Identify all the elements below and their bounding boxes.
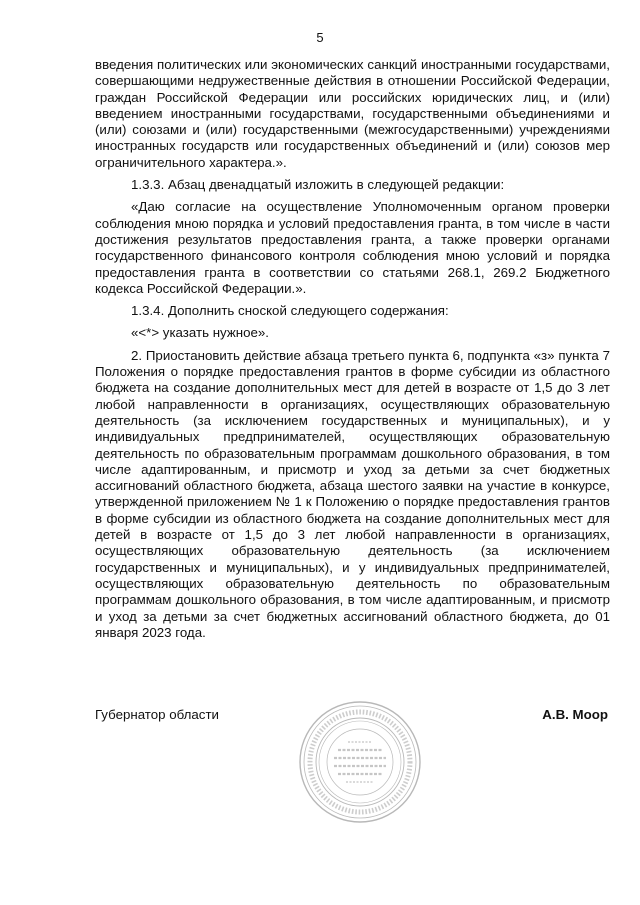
paragraph-1-3-4: 1.3.4. Дополнить сноской следующего содержания: bbox=[131, 303, 449, 319]
paragraph-consent-quote: «Даю согласие на осуществление Уполномоченным органом проверки соблюдения мною порядка и условий предоставления гранта, в том числе в части достижения результатов предоставления гранта, а также проверки органами государственного финансового контроля соблюдения мною условий и порядка предоставления гранта в соответствии со статьями 268.1, 269.2 Бюджетного кодекса Российской Федерации.». bbox=[95, 199, 610, 296]
paragraph-1-3-3: 1.3.3. Абзац двенадцатый изложить в следующей редакции: bbox=[131, 177, 505, 193]
signatory-name: А.В. Моор bbox=[542, 707, 608, 722]
paragraph-footnote-note: «<*> указать нужное». bbox=[131, 325, 269, 341]
page-number: 5 bbox=[316, 30, 324, 45]
paragraph-2: 2. Приостановить действие абзаца третьего пункта 6, подпункта «з» пункта 7 Положения о порядке предоставления грантов в форме субсидии из областного бюджета на создание дополнительных мест для детей в возрасте от 1,5 до 3 лет любой направленности в организациях, осуществляющих образовательную деятельность (за исключением государственных и муниципальных), и у индивидуальных предпринимателей, осуществляющих образовательную деятельность по образовательным программам дошкольного образования, в том числе адаптированным, и присмотр и уход за детьми за счет бюджетных ассигнований областного бюджета, абзаца шестого заявки на участие в конкурсе, утвержденной приложением № 1 к Положению о порядке предоставления грантов в форме субсидии из областного бюджета на создание дополнительных мест для детей в возрасте от 1,5 до 3 лет любой направленности в организациях, осуществляющих образовательную деятельность (за исключением государственных и муниципальных), и у индивидуальных предпринимателей, осуществляющих образовательную деятельность по образовательным программам дошкольного образования, в том числе адаптированным, и присмотр и уход за детьми за счет бюджетных ассигнований областного бюджета, до 01 января 2023 года. bbox=[95, 347, 610, 640]
document-body bbox=[95, 57, 610, 641]
paragraph-continuation: введения политических или экономических санкций иностранными государствами, совершающими недружественные действия в отношении Российской Федерации, граждан Российской Федерации или российских юридических лиц, и (или) введением иностранными государствами, государственными объединениями и (или) союзами и (или) государственными (межгосударственными) учреждениями иностранных государств или государственных объединений и (или) союзов мер ограничительного характера.». bbox=[95, 57, 610, 170]
official-seal-icon bbox=[298, 700, 422, 824]
signatory-title: Губернатор области bbox=[95, 707, 219, 722]
